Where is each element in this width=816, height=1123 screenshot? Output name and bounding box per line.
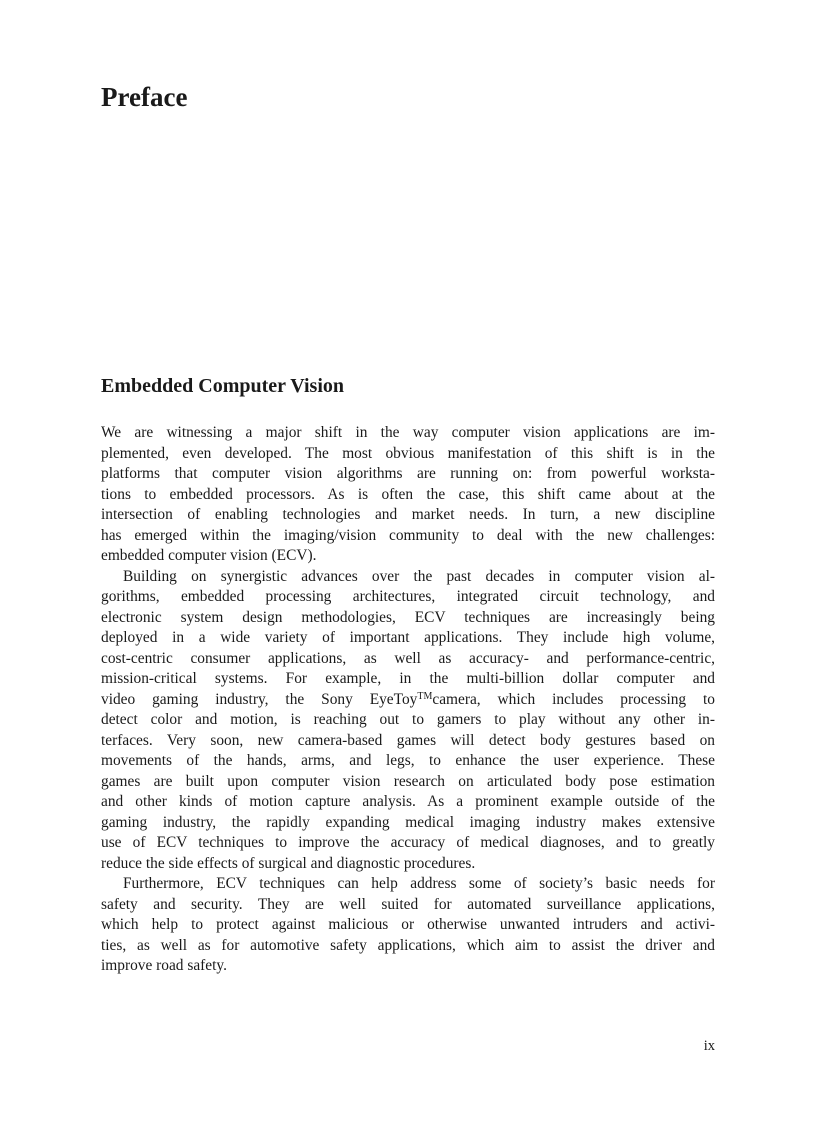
text-line: deployed in a wide variety of important applications. They include high volume, — [101, 629, 715, 646]
chapter-title: Preface — [101, 82, 188, 112]
text-line: improve road safety. — [101, 957, 227, 974]
text-line: reduce the side effects of surgical and diagnostic procedures. — [101, 854, 476, 872]
text-line: tions to embedded processors. As is often the case, this shift came about at the — [101, 485, 715, 503]
text-line: plemented, even developed. The most obvious manifestation of this shift is in the — [101, 444, 715, 462]
body-text — [101, 423, 715, 977]
text-line: Building on synergistic advances over the past decades in computer vision al- — [123, 567, 715, 585]
text-line: movements of the hands, arms, and legs, to enhance the user experience. These — [101, 752, 715, 769]
section-title: Embedded Computer Vision — [101, 375, 345, 397]
text-line: gaming industry, the rapidly expanding medical imaging industry makes extensive — [101, 813, 715, 831]
text-line: electronic system design methodologies, ECV techniques are increasingly being — [101, 608, 715, 626]
text-line: Furthermore, ECV techniques can help address some of society’s basic needs for — [123, 875, 715, 892]
trademark-symbol: TM — [417, 690, 433, 702]
text-line-eyetoy — [101, 690, 715, 711]
text-line: safety and security. They are well suited for automated surveillance applications, — [101, 895, 715, 913]
paragraph-2 — [101, 567, 715, 875]
text-line: embedded computer vision (ECV). — [101, 547, 317, 564]
text-line: intersection of enabling technologies and market needs. In turn, a new discipline — [101, 506, 715, 523]
text-line: terfaces. Very soon, new camera-based games will detect body gestures based on — [101, 731, 715, 749]
text-line: games are built upon computer vision research on articulated body pose estimation — [101, 772, 715, 790]
text-line: mission-critical systems. For example, in the multi-billion dollar computer and — [101, 670, 715, 687]
page-number: ix — [703, 1038, 715, 1054]
text-line: and other kinds of motion capture analysis. As a prominent example outside of the — [101, 793, 715, 810]
text-line: has emerged within the imaging/vision community to deal with the new challenges: — [101, 526, 715, 544]
text-line: which help to protect against malicious or otherwise unwanted intruders and activi- — [101, 916, 715, 933]
text-fragment: video gaming industry, the Sony EyeToy — [101, 690, 418, 708]
text-line: We are witnessing a major shift in the way computer vision applications are im- — [101, 424, 715, 441]
text-line: cost-centric consumer applications, as well as accuracy- and performance-centric, — [101, 649, 715, 667]
text-line: detect color and motion, is reaching out to gamers to play without any other in- — [101, 711, 715, 728]
paragraph-1 — [101, 423, 715, 567]
paragraph-3 — [101, 874, 715, 977]
text-line: gorithms, embedded processing architectures, integrated circuit technology, and — [101, 588, 715, 605]
text-line: platforms that computer vision algorithms are running on: from powerful worksta- — [101, 465, 715, 482]
text-fragment: camera, which includes processing to — [432, 690, 716, 708]
text-line: use of ECV techniques to improve the accuracy of medical diagnoses, and to greatly — [101, 834, 715, 851]
text-line: ties, as well as for automotive safety applications, which aim to assist the driver and — [101, 936, 715, 954]
